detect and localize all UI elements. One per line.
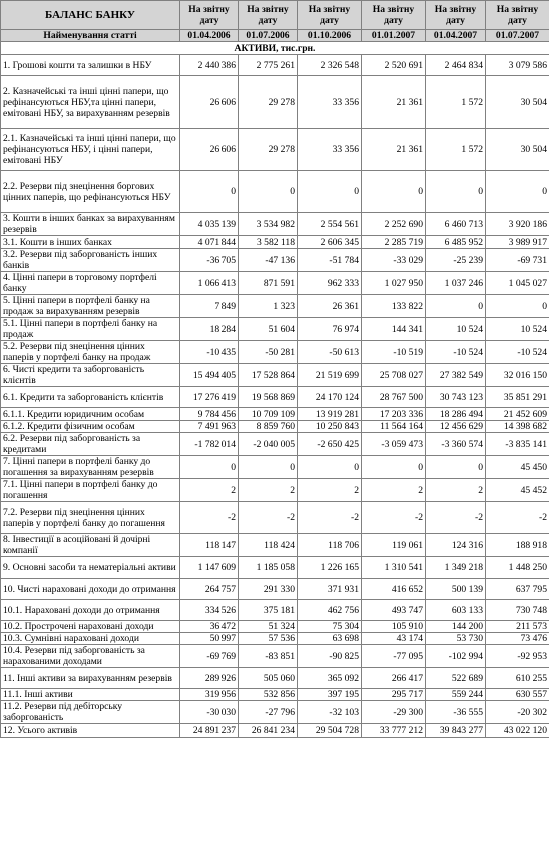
section-title: АКТИВИ, тис.грн. <box>1 42 549 55</box>
row-value: 144 200 <box>426 621 486 633</box>
table-row <box>1 633 549 645</box>
table-subtitle: Найменування статті <box>1 30 180 42</box>
header-date-row <box>1 30 549 42</box>
row-value: 26 361 <box>298 295 362 318</box>
row-value: 75 304 <box>298 621 362 633</box>
row-value: 3 920 186 <box>486 213 549 236</box>
row-label: 7.1. Цінні папери в портфелі банку до погашення <box>1 479 180 502</box>
row-value: -77 095 <box>362 645 426 668</box>
row-value: 10 524 <box>486 318 549 341</box>
row-value: 289 926 <box>180 668 239 689</box>
row-value: -10 519 <box>362 341 426 364</box>
row-value: 0 <box>362 456 426 479</box>
row-value: 2 <box>239 479 298 502</box>
row-value: -10 524 <box>426 341 486 364</box>
row-value: -30 030 <box>180 701 239 724</box>
row-value: 33 777 212 <box>362 724 426 738</box>
row-label: 10.1. Нараховані доходи до отримання <box>1 600 180 621</box>
row-value: 7 491 963 <box>180 421 239 433</box>
row-value: 319 956 <box>180 689 239 701</box>
row-value: 63 698 <box>298 633 362 645</box>
row-value: 14 398 682 <box>486 421 549 433</box>
row-value: 1 349 218 <box>426 557 486 579</box>
row-value: -2 <box>362 502 426 534</box>
row-value: 1 045 027 <box>486 272 549 295</box>
row-label: 1. Грошові кошти та залишки в НБУ <box>1 55 180 76</box>
row-value: 50 997 <box>180 633 239 645</box>
table-row <box>1 579 549 600</box>
row-value: 36 472 <box>180 621 239 633</box>
row-value: 2 <box>426 479 486 502</box>
row-label: 2.1. Казначейські та інші цінні папери, що рефінансуються НБУ, і цінні папери, емітовані НБУ <box>1 129 180 171</box>
row-value: 0 <box>426 171 486 213</box>
row-value: 0 <box>298 456 362 479</box>
row-value: 45 450 <box>486 456 549 479</box>
table-row <box>1 456 549 479</box>
row-value: 1 066 413 <box>180 272 239 295</box>
table-row <box>1 724 549 738</box>
row-value: 295 717 <box>362 689 426 701</box>
row-value: 500 139 <box>426 579 486 600</box>
row-value: -102 994 <box>426 645 486 668</box>
row-value: 505 060 <box>239 668 298 689</box>
row-value: 43 022 120 <box>486 724 549 738</box>
row-value: 45 452 <box>486 479 549 502</box>
row-value: 0 <box>486 171 549 213</box>
row-value: -3 835 141 <box>486 433 549 456</box>
row-label: 10.2. Прострочені нараховані доходи <box>1 621 180 633</box>
row-value: 2 <box>362 479 426 502</box>
row-value: 144 341 <box>362 318 426 341</box>
row-label: 6.2. Резерви під заборгованість за кредитами <box>1 433 180 456</box>
row-value: -2 <box>298 502 362 534</box>
row-value: 27 382 549 <box>426 364 486 387</box>
row-value: 365 092 <box>298 668 362 689</box>
row-value: -32 103 <box>298 701 362 724</box>
row-value: -69 731 <box>486 249 549 272</box>
row-value: -92 953 <box>486 645 549 668</box>
table-row <box>1 55 549 76</box>
column-date: 01.04.2006 <box>180 30 239 42</box>
row-value: 522 689 <box>426 668 486 689</box>
row-value: 0 <box>486 295 549 318</box>
row-value: -50 281 <box>239 341 298 364</box>
table-row <box>1 534 549 557</box>
row-value: 17 203 336 <box>362 408 426 421</box>
row-label: 4. Цінні папери в торговому портфелі банку <box>1 272 180 295</box>
row-value: 0 <box>426 456 486 479</box>
table-row <box>1 295 549 318</box>
row-value: 603 133 <box>426 600 486 621</box>
table-row <box>1 272 549 295</box>
row-value: 51 604 <box>239 318 298 341</box>
row-label: 7.2. Резерви під знецінення цінних паперів у портфелі банку до погашення <box>1 502 180 534</box>
row-value: 211 573 <box>486 621 549 633</box>
row-value: 3 079 586 <box>486 55 549 76</box>
row-value: 0 <box>426 295 486 318</box>
table-row <box>1 701 549 724</box>
row-value: -27 796 <box>239 701 298 724</box>
row-value: 4 035 139 <box>180 213 239 236</box>
row-value: 9 784 456 <box>180 408 239 421</box>
row-value: 0 <box>362 171 426 213</box>
row-value: 76 974 <box>298 318 362 341</box>
row-value: 559 244 <box>426 689 486 701</box>
column-date: 01.07.2006 <box>239 30 298 42</box>
row-value: -3 360 574 <box>426 433 486 456</box>
row-value: 416 652 <box>362 579 426 600</box>
row-value: 4 071 844 <box>180 236 239 249</box>
column-date: 01.04.2007 <box>426 30 486 42</box>
table-row <box>1 341 549 364</box>
row-label: 12. Усього активів <box>1 724 180 738</box>
row-label: 10. Чисті нараховані доходи до отримання <box>1 579 180 600</box>
row-value: 18 284 <box>180 318 239 341</box>
row-value: 0 <box>239 456 298 479</box>
row-label: 6. Чисті кредити та заборгованість клієнтів <box>1 364 180 387</box>
column-header: На звітну дату <box>298 1 362 30</box>
row-value: 2 285 719 <box>362 236 426 249</box>
row-value: 962 333 <box>298 272 362 295</box>
row-value: 2 326 548 <box>298 55 362 76</box>
row-label: 3.2. Резерви під заборгованість інших банків <box>1 249 180 272</box>
row-value: 118 147 <box>180 534 239 557</box>
row-value: 119 061 <box>362 534 426 557</box>
row-value: -33 029 <box>362 249 426 272</box>
row-value: -20 302 <box>486 701 549 724</box>
row-value: 1 572 <box>426 76 486 129</box>
row-value: 637 795 <box>486 579 549 600</box>
row-value: 0 <box>239 171 298 213</box>
row-value: 30 504 <box>486 76 549 129</box>
table-row <box>1 129 549 171</box>
row-value: -2 650 425 <box>298 433 362 456</box>
row-value: 17 276 419 <box>180 387 239 408</box>
row-value: 871 591 <box>239 272 298 295</box>
row-value: 334 526 <box>180 600 239 621</box>
row-value: 21 452 609 <box>486 408 549 421</box>
row-value: -2 <box>239 502 298 534</box>
row-value: 30 504 <box>486 129 549 171</box>
row-label: 6.1.2. Кредити фізичним особам <box>1 421 180 433</box>
row-value: 630 557 <box>486 689 549 701</box>
row-value: -90 825 <box>298 645 362 668</box>
row-value: -2 040 005 <box>239 433 298 456</box>
row-value: 21 519 699 <box>298 364 362 387</box>
row-value: 730 748 <box>486 600 549 621</box>
row-value: 291 330 <box>239 579 298 600</box>
row-label: 10.4. Резерви під заборгованість за нарахованими доходами <box>1 645 180 668</box>
row-value: 13 919 281 <box>298 408 362 421</box>
row-value: 2 554 561 <box>298 213 362 236</box>
row-label: 5.2. Резерви під знецінення цінних паперів у портфелі банку на продаж <box>1 341 180 364</box>
row-value: 21 361 <box>362 129 426 171</box>
row-value: 26 606 <box>180 76 239 129</box>
row-value: 24 170 124 <box>298 387 362 408</box>
row-value: 2 <box>298 479 362 502</box>
row-value: 12 456 629 <box>426 421 486 433</box>
column-date: 01.10.2006 <box>298 30 362 42</box>
column-header: На звітну дату <box>426 1 486 30</box>
row-value: 21 361 <box>362 76 426 129</box>
row-value: 3 582 118 <box>239 236 298 249</box>
row-value: -36 705 <box>180 249 239 272</box>
row-value: -83 851 <box>239 645 298 668</box>
row-label: 5.1. Цінні папери в портфелі банку на продаж <box>1 318 180 341</box>
table-row <box>1 557 549 579</box>
column-header: На звітну дату <box>180 1 239 30</box>
row-value: 19 568 869 <box>239 387 298 408</box>
row-value: 1 037 246 <box>426 272 486 295</box>
row-value: 33 356 <box>298 76 362 129</box>
header-row <box>1 1 549 30</box>
column-date: 01.07.2007 <box>486 30 549 42</box>
row-value: 188 918 <box>486 534 549 557</box>
row-label: 2.2. Резерви під знецінення боргових цінних паперів, що рефінансуються НБУ <box>1 171 180 213</box>
row-value: 8 859 760 <box>239 421 298 433</box>
row-value: 2 252 690 <box>362 213 426 236</box>
row-value: 610 255 <box>486 668 549 689</box>
table-row <box>1 502 549 534</box>
row-value: 32 016 150 <box>486 364 549 387</box>
row-value: 26 841 234 <box>239 724 298 738</box>
row-value: 24 891 237 <box>180 724 239 738</box>
row-value: 10 524 <box>426 318 486 341</box>
row-value: 10 250 843 <box>298 421 362 433</box>
table-row <box>1 621 549 633</box>
row-value: -51 784 <box>298 249 362 272</box>
row-value: 124 316 <box>426 534 486 557</box>
row-label: 11.2. Резерви під дебіторську заборгованість <box>1 701 180 724</box>
row-label: 2. Казначейські та інші цінні папери, що рефінансуються НБУ,та цінні папери, емітовані НБУ, за вирахуванням резервів <box>1 76 180 129</box>
row-value: 0 <box>180 171 239 213</box>
row-value: 2 464 834 <box>426 55 486 76</box>
row-value: 2 <box>180 479 239 502</box>
row-label: 10.3. Сумнівні нараховані доходи <box>1 633 180 645</box>
row-value: -2 <box>486 502 549 534</box>
row-value: 39 843 277 <box>426 724 486 738</box>
row-value: 18 286 494 <box>426 408 486 421</box>
row-value: 6 485 952 <box>426 236 486 249</box>
row-value: 493 747 <box>362 600 426 621</box>
row-value: 1 147 609 <box>180 557 239 579</box>
row-value: 26 606 <box>180 129 239 171</box>
row-value: 0 <box>298 171 362 213</box>
table-row <box>1 645 549 668</box>
row-label: 5. Цінні папери в портфелі банку на продаж за вирахуванням резервів <box>1 295 180 318</box>
row-value: 10 709 109 <box>239 408 298 421</box>
table-row <box>1 364 549 387</box>
row-value: 1 226 165 <box>298 557 362 579</box>
row-value: 25 708 027 <box>362 364 426 387</box>
row-value: 1 310 541 <box>362 557 426 579</box>
row-value: 33 356 <box>298 129 362 171</box>
row-value: 51 324 <box>239 621 298 633</box>
row-label: 6.1.1. Кредити юридичним особам <box>1 408 180 421</box>
row-value: 1 323 <box>239 295 298 318</box>
row-value: 2 606 345 <box>298 236 362 249</box>
row-value: -47 136 <box>239 249 298 272</box>
table-row <box>1 318 549 341</box>
row-label: 11. Інші активи за вирахуванням резервів <box>1 668 180 689</box>
row-label: 9. Основні засоби та нематеріальні активи <box>1 557 180 579</box>
row-value: 118 706 <box>298 534 362 557</box>
row-value: 15 494 405 <box>180 364 239 387</box>
column-header: На звітну дату <box>239 1 298 30</box>
row-value: 6 460 713 <box>426 213 486 236</box>
row-value: 105 910 <box>362 621 426 633</box>
column-header: На звітну дату <box>486 1 549 30</box>
row-value: -50 613 <box>298 341 362 364</box>
row-value: 57 536 <box>239 633 298 645</box>
table-row <box>1 600 549 621</box>
table-row <box>1 387 549 408</box>
table-row <box>1 689 549 701</box>
row-value: 532 856 <box>239 689 298 701</box>
table-row <box>1 171 549 213</box>
row-label: 3. Кошти в інших банках за вирахуванням резервів <box>1 213 180 236</box>
table-title: БАЛАНС БАНКУ <box>1 1 180 30</box>
row-value: 28 767 500 <box>362 387 426 408</box>
table-row <box>1 408 549 421</box>
table-row <box>1 213 549 236</box>
section-row <box>1 42 549 55</box>
row-value: 264 757 <box>180 579 239 600</box>
table-row <box>1 479 549 502</box>
row-value: 30 743 123 <box>426 387 486 408</box>
row-value: -2 <box>180 502 239 534</box>
row-value: -10 524 <box>486 341 549 364</box>
row-value: 133 822 <box>362 295 426 318</box>
row-value: 1 027 950 <box>362 272 426 295</box>
row-value: 2 775 261 <box>239 55 298 76</box>
row-value: 266 417 <box>362 668 426 689</box>
row-label: 3.1. Кошти в інших банках <box>1 236 180 249</box>
row-value: 397 195 <box>298 689 362 701</box>
row-value: -1 782 014 <box>180 433 239 456</box>
row-value: 29 278 <box>239 129 298 171</box>
row-label: 8. Інвестиції в асоційовані й дочірні компанії <box>1 534 180 557</box>
row-value: 0 <box>180 456 239 479</box>
table-row <box>1 249 549 272</box>
row-value: 118 424 <box>239 534 298 557</box>
row-value: 2 520 691 <box>362 55 426 76</box>
row-value: 3 534 982 <box>239 213 298 236</box>
row-value: 1 572 <box>426 129 486 171</box>
row-label: 6.1. Кредити та заборгованість клієнтів <box>1 387 180 408</box>
column-header: На звітну дату <box>362 1 426 30</box>
row-value: 1 185 058 <box>239 557 298 579</box>
table-row <box>1 668 549 689</box>
row-value: 7 849 <box>180 295 239 318</box>
table-body <box>1 42 549 738</box>
row-value: 43 174 <box>362 633 426 645</box>
row-value: 29 504 728 <box>298 724 362 738</box>
row-value: -3 059 473 <box>362 433 426 456</box>
row-label: 11.1. Інші активи <box>1 689 180 701</box>
row-value: -25 239 <box>426 249 486 272</box>
row-value: -29 300 <box>362 701 426 724</box>
row-value: 375 181 <box>239 600 298 621</box>
row-value: 29 278 <box>239 76 298 129</box>
row-value: 3 989 917 <box>486 236 549 249</box>
row-value: 2 440 386 <box>180 55 239 76</box>
row-value: 11 564 164 <box>362 421 426 433</box>
row-value: -2 <box>426 502 486 534</box>
row-value: 17 528 864 <box>239 364 298 387</box>
row-label: 7. Цінні папери в портфелі банку до погашення за вирахуванням резервів <box>1 456 180 479</box>
row-value: 35 851 291 <box>486 387 549 408</box>
row-value: -69 769 <box>180 645 239 668</box>
row-value: 371 931 <box>298 579 362 600</box>
row-value: -10 435 <box>180 341 239 364</box>
table-row <box>1 236 549 249</box>
table-row <box>1 76 549 129</box>
column-date: 01.01.2007 <box>362 30 426 42</box>
row-value: 53 730 <box>426 633 486 645</box>
row-value: -36 555 <box>426 701 486 724</box>
row-value: 73 476 <box>486 633 549 645</box>
row-value: 1 448 250 <box>486 557 549 579</box>
table-row <box>1 421 549 433</box>
table-row <box>1 433 549 456</box>
row-value: 462 756 <box>298 600 362 621</box>
